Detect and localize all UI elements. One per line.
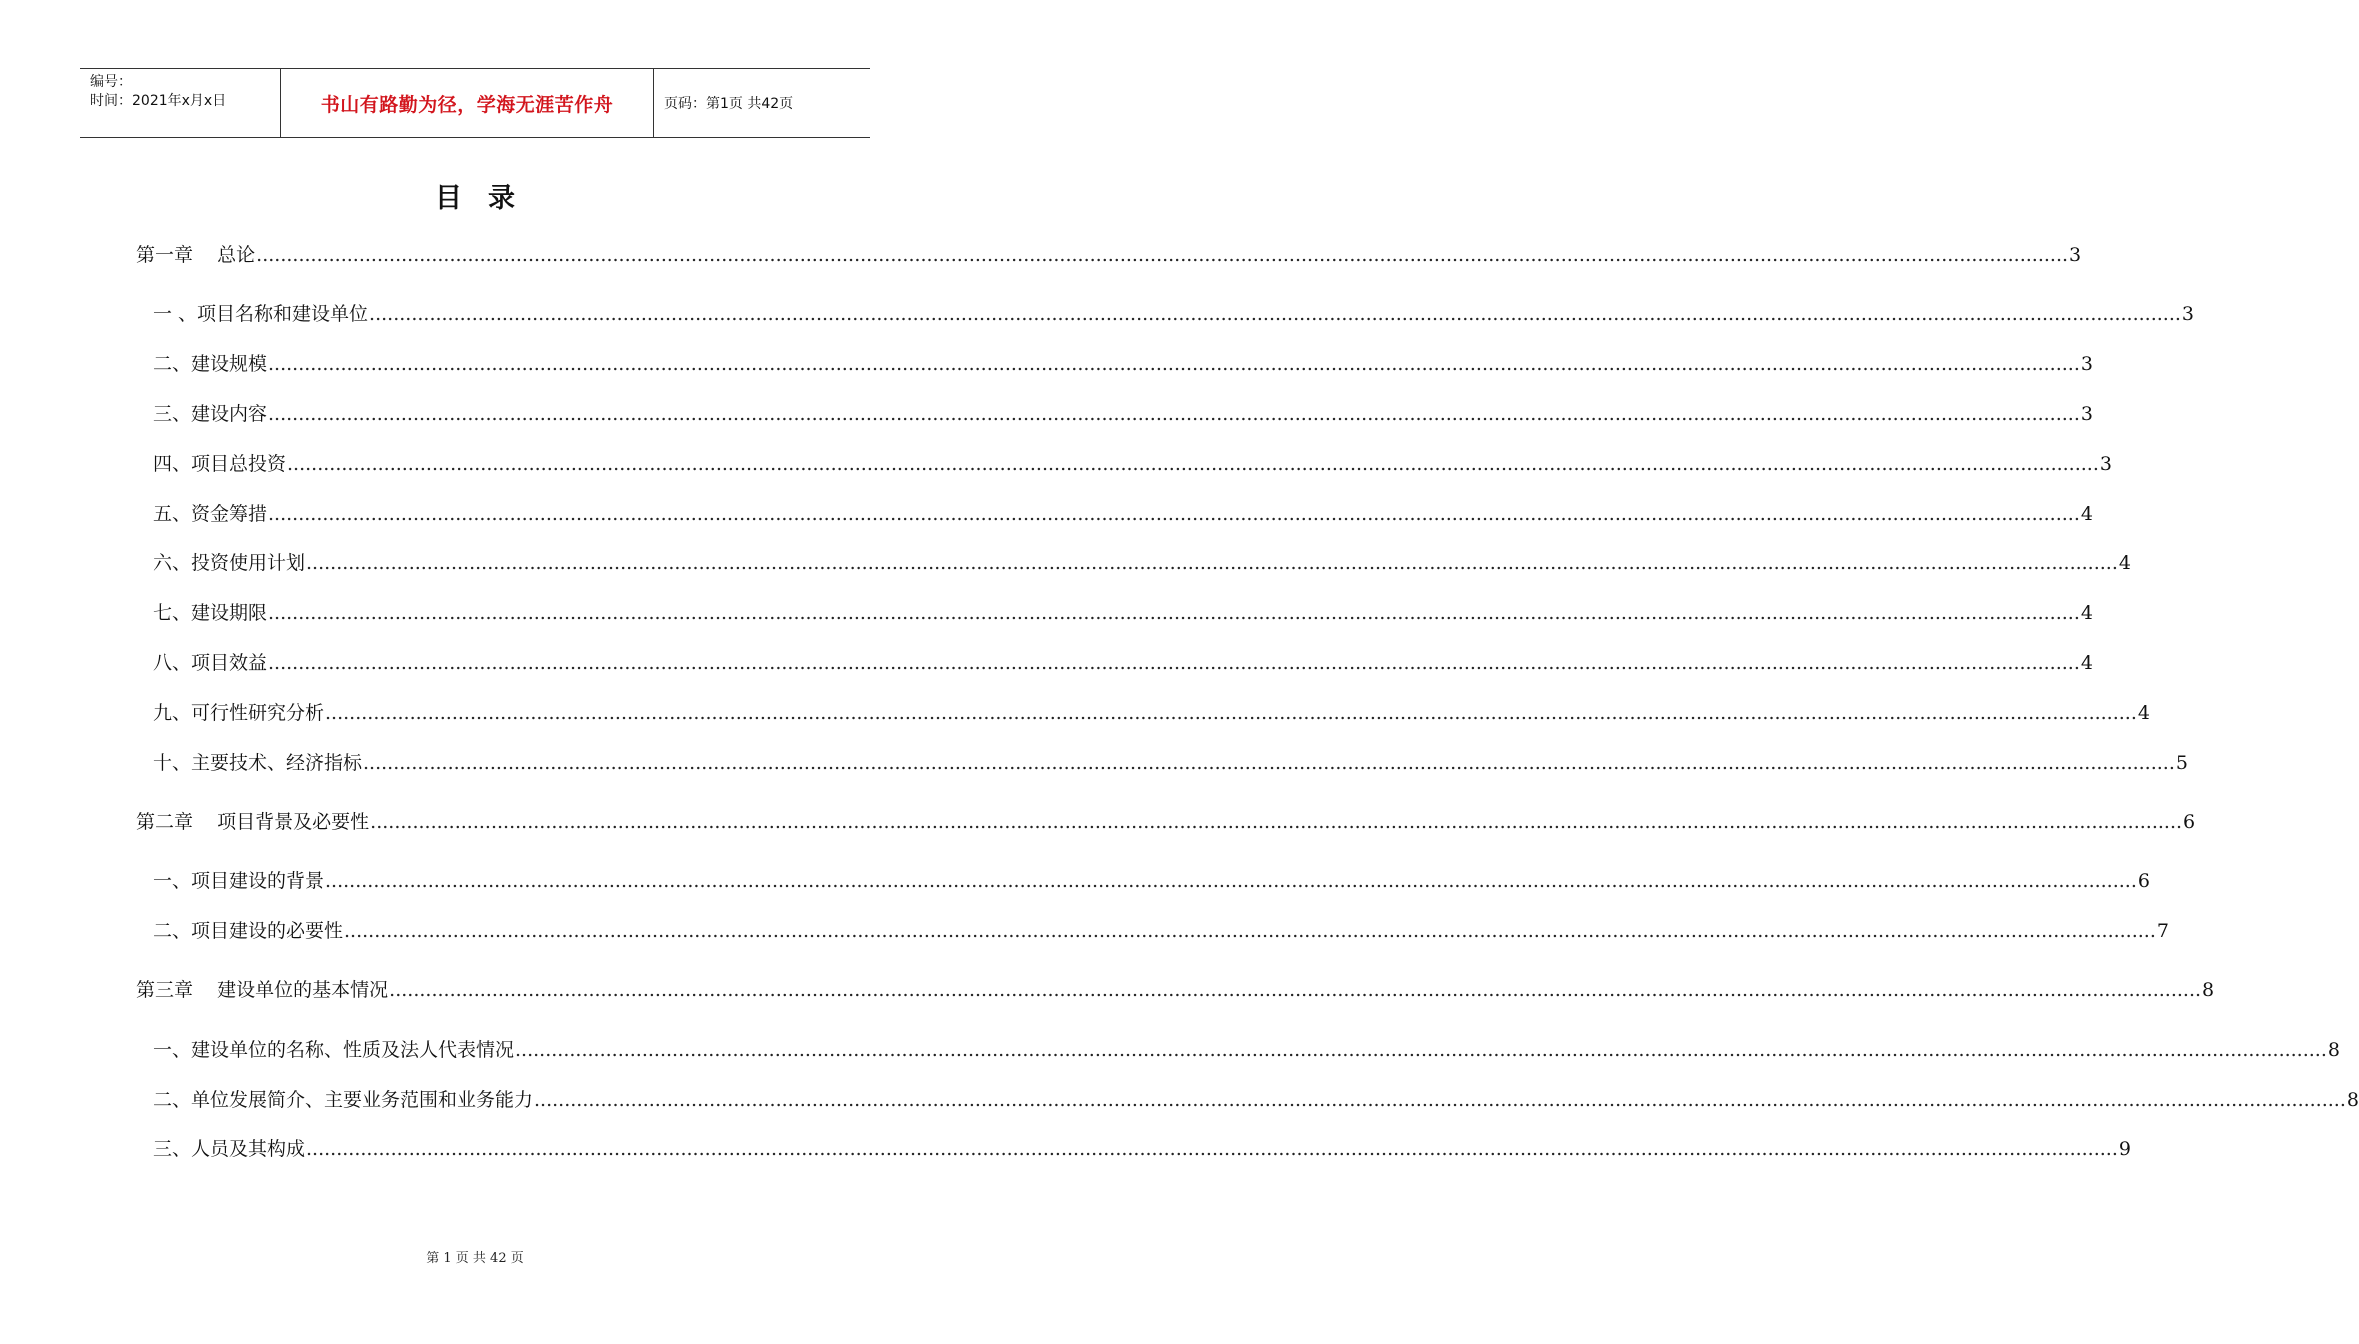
- toc-dot-leader: ............................................................................................................................................................................................................................................................................................................: [306, 552, 2118, 574]
- toc-entry-label: 三、人员及其构成: [153, 1138, 306, 1160]
- toc-entry[interactable]: [153, 598, 2093, 626]
- toc-entry-page: 7: [2156, 920, 2169, 942]
- toc-entry-label: 五、资金筹措: [153, 503, 268, 525]
- toc-dot-leader: ............................................................................................................................................................................................................................................................................................................: [325, 702, 2137, 724]
- toc-entry-page: 3: [2080, 353, 2093, 375]
- toc-dot-leader: ............................................................................................................................................................................................................................................................................................................: [344, 920, 2156, 942]
- toc-entry-label: 第一章 总论: [136, 244, 256, 266]
- toc-entry-label: 第三章 建设单位的基本情况: [136, 979, 389, 1001]
- toc-dot-leader: ............................................................................................................................................................................................................................................................................................................: [389, 979, 2202, 1001]
- toc-entry-label: 八、项目效益: [153, 652, 268, 674]
- toc-entry[interactable]: [153, 648, 2093, 676]
- toc-entry-page: 8: [2327, 1039, 2340, 1061]
- toc-entry[interactable]: [153, 698, 2150, 726]
- toc-entry[interactable]: [136, 807, 2196, 835]
- toc-entry[interactable]: [153, 1134, 2131, 1162]
- toc-entry-page: 6: [2137, 870, 2150, 892]
- toc-dot-leader: ............................................................................................................................................................................................................................................................................................................: [325, 870, 2137, 892]
- page-header: [80, 68, 870, 138]
- toc-entry-page: 4: [2080, 652, 2093, 674]
- toc-entry-page: 3: [2181, 303, 2195, 325]
- toc-entry-label: 二、项目建设的必要性: [153, 920, 344, 942]
- toc-entry-label: 一、建设单位的名称、性质及法人代表情况: [153, 1039, 515, 1061]
- toc-dot-leader: ............................................................................................................................................................................................................................................................................................................: [369, 303, 2181, 325]
- toc-entry-label: 第二章 项目背景及必要性: [136, 811, 370, 833]
- toc-dot-leader: ............................................................................................................................................................................................................................................................................................................: [515, 1039, 2327, 1061]
- toc-dot-leader: ............................................................................................................................................................................................................................................................................................................: [306, 1138, 2118, 1160]
- toc-entry[interactable]: [153, 916, 2169, 944]
- toc-entry[interactable]: [153, 548, 2131, 576]
- toc-dot-leader: ............................................................................................................................................................................................................................................................................................................: [268, 403, 2080, 425]
- toc-entry-label: 十、主要技术、经济指标: [153, 752, 363, 774]
- header-motto: 书山有路勤为径，学海无涯苦作舟: [281, 69, 654, 137]
- toc-entry-page: 4: [2080, 602, 2093, 624]
- toc-entry[interactable]: [153, 866, 2150, 894]
- toc-entry-page: 3: [2099, 453, 2112, 475]
- toc-entry-label: 九、可行性研究分析: [153, 702, 325, 724]
- time-label: 时间：2021年x月x日: [90, 93, 227, 109]
- toc-entry-label: 四、项目总投资: [153, 453, 287, 475]
- toc-dot-leader: ............................................................................................................................................................................................................................................................................................................: [256, 244, 2069, 266]
- header-page-info: 页码：第1页 共42页: [664, 96, 794, 112]
- page-title: 目录: [435, 183, 541, 214]
- toc-entry-page: 3: [2069, 244, 2082, 266]
- toc-entry-label: 一、项目建设的背景: [153, 870, 325, 892]
- toc-entry-label: 一 、项目名称和建设单位: [153, 303, 369, 325]
- header-meta: [80, 69, 281, 137]
- toc-entry-page: 8: [2346, 1089, 2359, 1111]
- toc-entry-page: 6: [2183, 811, 2196, 833]
- toc-entry-page: 4: [2137, 702, 2150, 724]
- toc-dot-leader: ............................................................................................................................................................................................................................................................................................................: [363, 752, 2175, 774]
- toc-dot-leader: ............................................................................................................................................................................................................................................................................................................: [268, 503, 2080, 525]
- toc-entry-label: 六、投资使用计划: [153, 552, 306, 574]
- toc-entry-label: 三、建设内容: [153, 403, 268, 425]
- toc-dot-leader: ............................................................................................................................................................................................................................................................................................................: [287, 453, 2099, 475]
- toc-entry-label: 七、建设期限: [153, 602, 268, 624]
- toc-entry[interactable]: [153, 299, 2195, 327]
- toc-dot-leader: ............................................................................................................................................................................................................................................................................................................: [534, 1089, 2346, 1111]
- toc-entry-page: 8: [2202, 979, 2215, 1001]
- toc-entry[interactable]: [136, 975, 2215, 1003]
- toc-entry-page: 9: [2118, 1138, 2131, 1160]
- toc-dot-leader: ............................................................................................................................................................................................................................................................................................................: [370, 811, 2183, 833]
- toc-entry-page: 4: [2118, 552, 2131, 574]
- page-footer: 第 1 页 共 42 页: [426, 1251, 524, 1266]
- toc-dot-leader: ............................................................................................................................................................................................................................................................................................................: [268, 652, 2080, 674]
- toc-entry[interactable]: [153, 748, 2188, 776]
- toc-entry-label: 二、建设规模: [153, 353, 268, 375]
- toc-entry-page: 3: [2080, 403, 2093, 425]
- toc-entry[interactable]: [153, 1035, 2340, 1063]
- toc-entry[interactable]: [153, 1085, 2359, 1113]
- toc-entry-label: 二、单位发展简介、主要业务范围和业务能力: [153, 1089, 534, 1111]
- code-label: 编号：: [90, 74, 132, 90]
- toc-entry[interactable]: [153, 399, 2093, 427]
- toc-dot-leader: ............................................................................................................................................................................................................................................................................................................: [268, 353, 2080, 375]
- toc-entry[interactable]: [153, 499, 2093, 527]
- toc-entry[interactable]: [153, 349, 2093, 377]
- toc-dot-leader: ............................................................................................................................................................................................................................................................................................................: [268, 602, 2080, 624]
- toc-entry[interactable]: [136, 240, 2082, 268]
- toc-entry[interactable]: [153, 449, 2112, 477]
- toc-entry-page: 5: [2175, 752, 2188, 774]
- toc-entry-page: 4: [2080, 503, 2093, 525]
